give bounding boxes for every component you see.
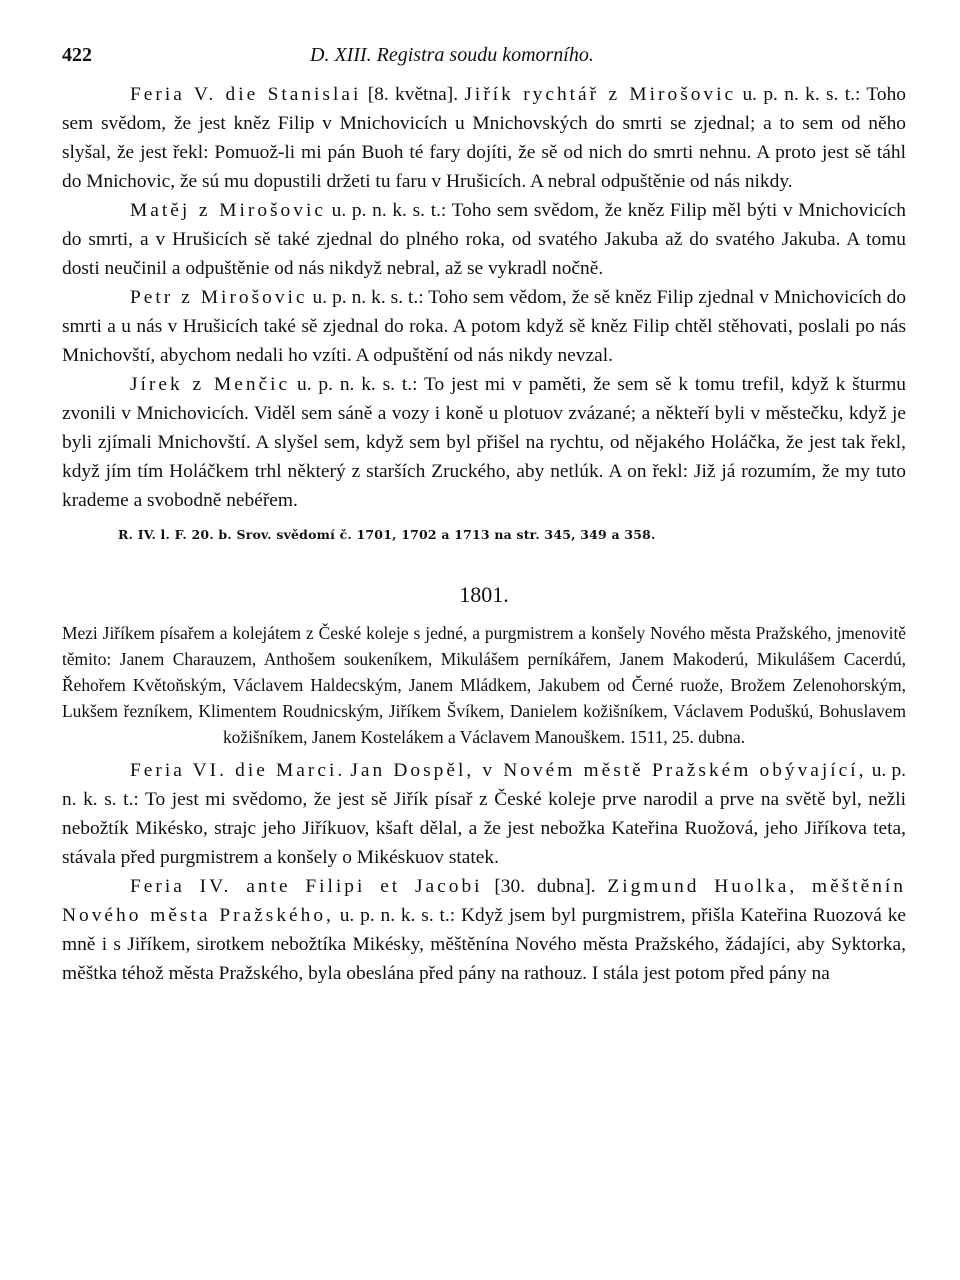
- witness-name: Jan Dospěl, v Novém městě Pražském obývající,: [350, 760, 867, 781]
- testimony-paragraph: [62, 872, 906, 988]
- main-text-2: [62, 756, 906, 988]
- testimony-text: u. p. n. k. s. t.: Toho sem svědom, že kněz Filip měl býti v Mnichovicích do smrti, a v Hrušicích sě také zjednal do plného roka, od svatého Jakuba až do svatého Jakuba. A tomu dosti neučinil a odpuštěnie od nás nikdyž nebral, až se vykradl nočně.: [62, 200, 906, 279]
- witness-name: Matěj z Mirošovic: [130, 200, 326, 221]
- date-phrase: Feria V. die Stanislai: [130, 84, 362, 105]
- testimony-text: u. p. n. k. s. t.: To jest mi svědomo, že jest sě Jiřík písař z České koleje prve narodil a prve na světě byl, nežli nebožtík Mikésko, strajc jeho Jiříkuov, kšaft dělal, a že jest nebožka Kateřina Ruožová, jeho Jiříkova teta, stávala před purgmistrem a konšely o Mikéskuov statek.: [62, 760, 906, 868]
- testimony-text: u. p. n. k. s. t.: Toho sem svědom, že jest kněz Filip v Mnichovicích u Mnichovských do smrti se zjednal; a to sem od něho slyšal, že jest řekl: Pomuož-li mi pán Buoh té fary dojíti, že sě od nich do smrti nehnu. A proto jest sě táhl do Mnichovic, že sú mu dopustili držeti tu faru v Hrušicích. A nebral odpuštěnie od nás nikdy.: [62, 84, 906, 192]
- page-number: 422: [62, 44, 92, 66]
- date-phrase: Feria VI. die Marci.: [130, 760, 346, 781]
- witness-name: Jiřík rychtář z Mirošovic: [464, 84, 737, 105]
- running-title: D. XIII. Registra soudu komorního.: [310, 44, 594, 66]
- bracket-date: [30. dubna].: [482, 876, 608, 897]
- date-phrase: Feria IV. ante Filipi et Jacobi: [130, 876, 483, 897]
- testimony-paragraph: [62, 370, 906, 515]
- bracket-date: [8. května].: [361, 84, 465, 105]
- testimony-paragraph: [62, 196, 906, 283]
- witness-name: Jírek z Menčic: [130, 374, 291, 395]
- testimony-paragraph: [62, 80, 906, 196]
- witness-name: Petr z Mirošovic: [130, 287, 308, 308]
- document-number: 1801.: [459, 582, 509, 607]
- main-text: [62, 80, 906, 515]
- testimony-text: u. p. n. k. s. t.: Když jsem byl purgmistrem, přišla Kateřina Ruozová ke mně i s Jiříkem, sirotkem nebožtíka Mikésky, měštěnína Nového města Pražského, žádajíci, aby Syktorka, měštka téhož města Pražského, byla obeslána před pány na rathouz. I stála jest potom před pány na: [62, 905, 907, 984]
- document-page: [62, 44, 906, 988]
- source-citation: R. IV. l. F. 20. b. Srov. svědomí č. 1701, 1702 a 1713 na str. 345, 349 a 358.: [118, 527, 656, 542]
- testimony-text: u. p. n. k. s. t.: Toho sem vědom, že sě kněz Filip zjednal v Mnichovicích do smrti a u nás v Hrušicích také sě zjednal do roka. A potom když sě kněz Filip chtěl stěhovati, poslali po nás Mnichovští, abychom nedali ho vzíti. A odpuštění od nás nikdy nevzal.: [62, 287, 907, 366]
- testimony-paragraph: [62, 756, 906, 872]
- page-header: [62, 44, 906, 80]
- testimony-paragraph: [62, 283, 906, 370]
- document-summary: Mezi Jiříkem písařem a kolejátem z České koleje s jedné, a purgmistrem a konšely Nového města Pražského, jmenovitě těmito: Janem Charauzem, Anthošem soukeníkem, Mikulášem perníkářem, Janem Makoderú, Mikulášem Cacerdú, Řehořem Květoňským, Václavem Haldecským, Janem Mládkem, Jakubem od Černé ruože, Brožem Zelenohorským, Lukšem řezníkem, Klimentem Roudnicským, Jiříkem Švíkem, Danielem kožišníkem, Václavem Poduškú, Bohuslavem kožišníkem, Janem Kostelákem a Václavem Manouškem. 1511, 25. dubna.: [62, 623, 906, 747]
- witness-name: Zigmund Huolka, měštěnín Nového města Pražského,: [62, 876, 907, 926]
- testimony-text: u. p. n. k. s. t.: To jest mi v paměti, že sem sě k tomu trefil, když k šturmu zvonili v Mnichovicích. Viděl sem sáně a vozy i koně u plotuov zvázané; a někteří byli v městečku, když je byli zjímali Mnichovští. A slyšel sem, když sem byl přišel na rychtu, od nějakého Holáčka, že jest tak řekl, když jím tím Holáčkem trhl některý z starších Zruckého, aby netlúk. A on řekl: Již já rozumím, že my tuto krademe a svobodně nebéřem.: [62, 374, 907, 511]
